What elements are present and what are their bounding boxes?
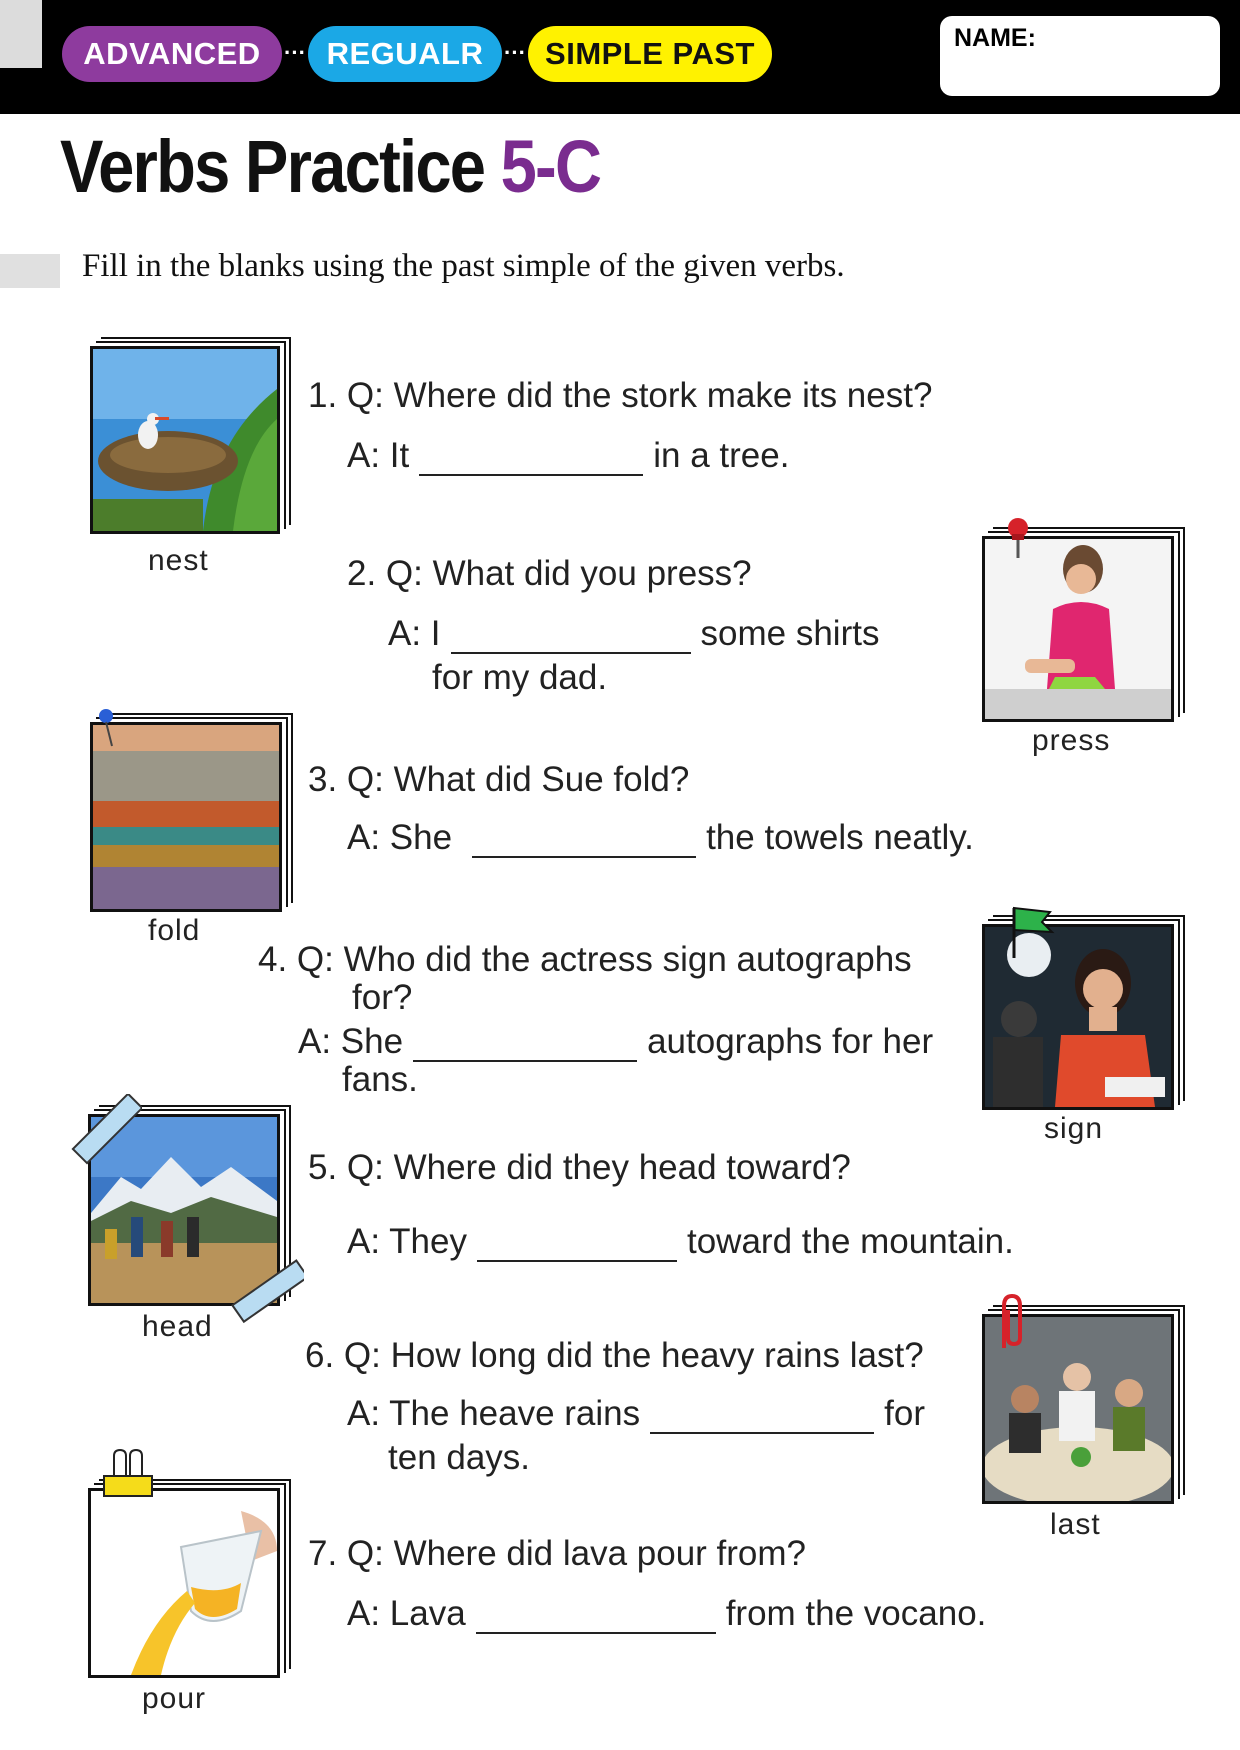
answer-2 <box>388 614 879 654</box>
name-field[interactable] <box>940 16 1220 96</box>
answer-7-end: from the vocano. <box>725 1594 987 1633</box>
answer-1-end: in a tree. <box>653 436 790 475</box>
answer-6-continued: ten days. <box>388 1438 531 1477</box>
tag-simple-past: SIMPLE PAST <box>528 26 772 82</box>
question-5: 5. Q: Where did they head toward? <box>308 1148 851 1187</box>
answer-3-end: the towels neatly. <box>706 818 974 857</box>
answer-2-start: A: I <box>388 614 441 653</box>
blank-2[interactable] <box>451 616 691 654</box>
answer-4 <box>298 1022 933 1062</box>
question-7: 7. Q: Where did lava pour from? <box>308 1534 806 1573</box>
tag-separator: ··· <box>284 40 306 65</box>
caption-pour: pour <box>142 1682 207 1715</box>
title-main: Verbs Practice <box>60 125 485 208</box>
blank-4[interactable] <box>413 1024 637 1062</box>
blank-1[interactable] <box>419 438 643 476</box>
answer-3 <box>347 818 974 858</box>
answer-4-continued: fans. <box>342 1060 418 1099</box>
question-4: 4. Q: Who did the actress sign autographs <box>258 940 912 979</box>
tag-advanced: ADVANCED <box>62 26 282 82</box>
nest-photo <box>90 346 280 534</box>
answer-2-continued: for my dad. <box>432 658 608 697</box>
pour-photo <box>88 1488 280 1678</box>
title-code: 5-C <box>500 125 601 208</box>
pin-icon <box>96 708 120 753</box>
blank-6[interactable] <box>650 1396 874 1434</box>
caption-sign: sign <box>1044 1112 1104 1145</box>
caption-last: last <box>1050 1508 1101 1541</box>
tape-icon <box>228 1256 304 1337</box>
answer-7 <box>347 1594 986 1634</box>
question-6: 6. Q: How long did the heavy rains last? <box>305 1336 924 1375</box>
pushpin-icon <box>1000 516 1036 565</box>
answer-7-start: A: Lava <box>347 1594 466 1633</box>
answer-6-start: A: The heave rains <box>347 1394 641 1433</box>
answer-4-start: A: She <box>298 1022 404 1061</box>
tag-regular: REGUALR <box>308 26 502 82</box>
flag-pin-icon <box>1004 904 1060 965</box>
blank-3[interactable] <box>472 820 696 858</box>
caption-press: press <box>1032 724 1111 757</box>
answer-1 <box>347 436 789 476</box>
caption-nest: nest <box>148 544 209 577</box>
tag-separator: ··· <box>504 40 526 65</box>
blank-7[interactable] <box>476 1596 716 1634</box>
question-4-continued: for? <box>352 978 413 1017</box>
question-1: 1. Q: Where did the stork make its nest? <box>308 376 933 415</box>
instruction-marker <box>0 254 60 288</box>
paperclip-icon <box>994 1292 1024 1357</box>
caption-fold: fold <box>148 914 201 947</box>
answer-6-end: for <box>884 1394 926 1433</box>
answer-5 <box>347 1222 1014 1262</box>
caption-head: head <box>142 1310 213 1343</box>
answer-4-end: autographs for her <box>647 1022 934 1061</box>
question-2: 2. Q: What did you press? <box>347 554 752 593</box>
corner-tab <box>0 0 42 68</box>
answer-5-start: A: They <box>347 1222 467 1261</box>
answer-5-end: toward the mountain. <box>686 1222 1014 1261</box>
answer-1-start: A: It <box>347 436 410 475</box>
binder-clip-icon <box>100 1448 156 1509</box>
page-title <box>60 124 600 209</box>
question-3: 3. Q: What did Sue fold? <box>308 760 690 799</box>
answer-2-end: some shirts <box>700 614 880 653</box>
blank-5[interactable] <box>477 1224 677 1262</box>
answer-6 <box>347 1394 925 1434</box>
answer-3-start: A: She <box>347 818 453 857</box>
tape-icon <box>66 1094 142 1175</box>
name-label: NAME: <box>954 24 1036 52</box>
instruction-text: Fill in the blanks using the past simple of the given verbs. <box>82 248 845 284</box>
